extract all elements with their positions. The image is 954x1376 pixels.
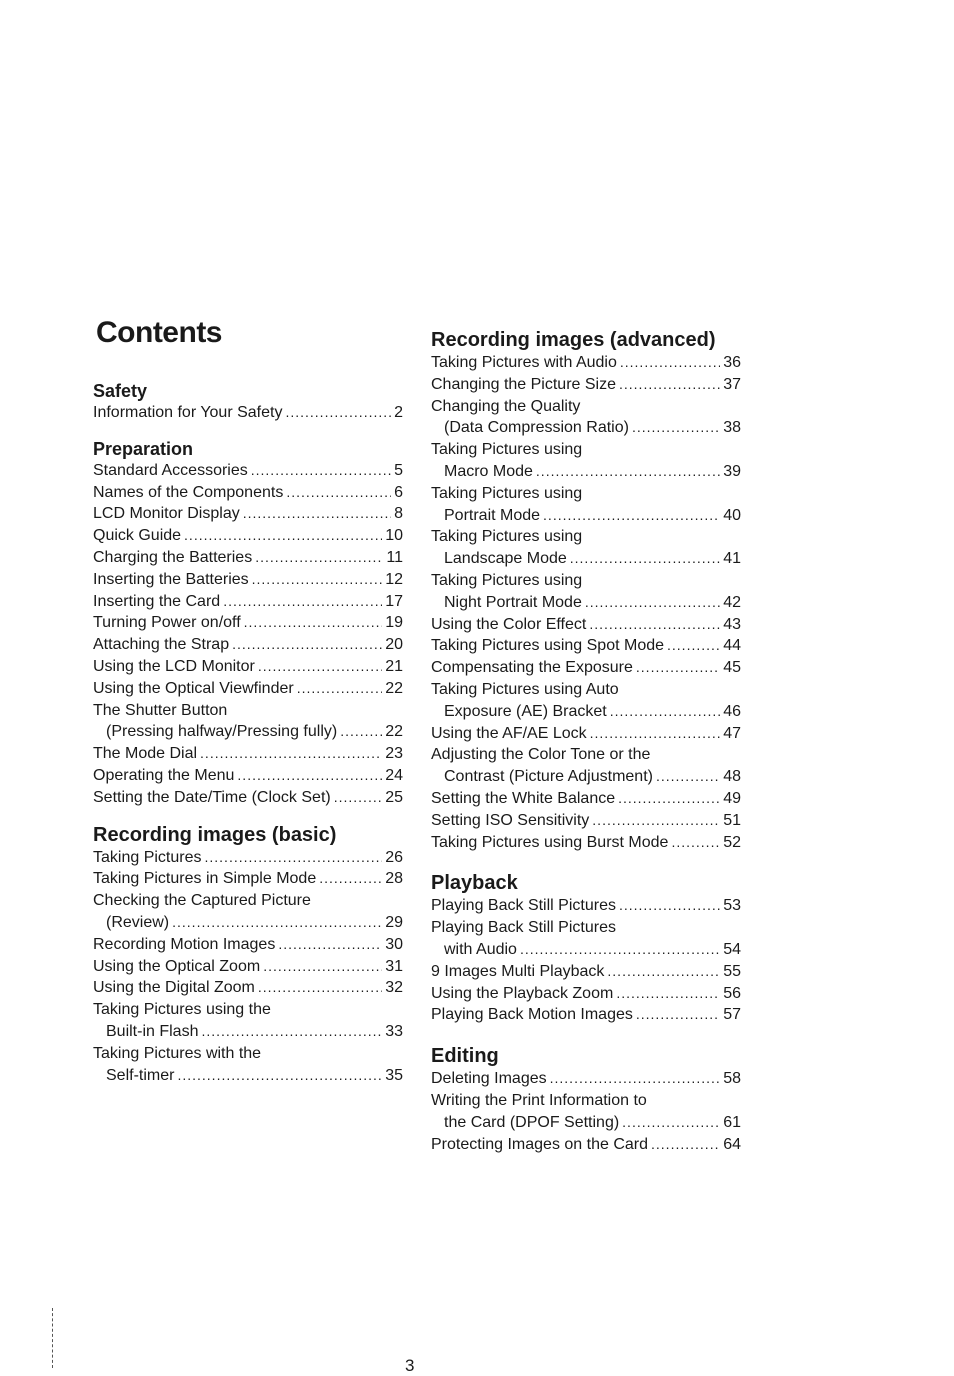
entry-page-number: 47 [723, 724, 741, 742]
section-heading: Playback [431, 872, 518, 895]
toc-entry[interactable] [431, 1134, 741, 1156]
entry-page-number: 23 [385, 745, 403, 763]
entry-line [431, 548, 741, 570]
entry-page-number: 46 [723, 702, 741, 720]
toc-list [431, 352, 741, 853]
entry-line [431, 701, 741, 723]
entry-title: Using the Playback Zoom [431, 984, 614, 1002]
entry-line [431, 1090, 741, 1112]
entry-title: Attaching the Strap [93, 636, 230, 654]
toc-entry[interactable] [93, 678, 403, 700]
section-heading: Safety [93, 381, 148, 401]
entry-page-number: 5 [394, 461, 403, 479]
entry-line [93, 1043, 403, 1065]
toc-list [93, 460, 403, 809]
entry-line [431, 1134, 741, 1156]
toc-entry[interactable] [431, 614, 741, 636]
toc-entry[interactable] [431, 1090, 741, 1134]
dot-leader [592, 810, 720, 832]
toc-section-recording-images-basic [93, 823, 403, 1087]
entry-title: Taking Pictures using Auto [431, 680, 619, 698]
page-title: Contents [96, 316, 222, 349]
entry-line [93, 634, 403, 656]
entry-line [93, 525, 403, 547]
entry-title: Setting ISO Sensitivity [431, 811, 590, 829]
dot-leader [251, 460, 391, 482]
dot-leader [667, 635, 720, 657]
entry-page-number: 41 [723, 550, 741, 568]
entry-page-number: 22 [385, 723, 403, 741]
entry-page-number: 12 [385, 570, 403, 588]
entry-title: Inserting the Card [93, 592, 221, 610]
page-number: 3 [405, 1356, 415, 1375]
entry-line [93, 1021, 403, 1043]
entry-title: Using the Digital Zoom [93, 979, 255, 997]
entry-line [431, 917, 741, 939]
entry-title: Changing the Picture Size [431, 375, 616, 393]
entry-title: Playing Back Motion Images [431, 1006, 633, 1024]
entry-line [431, 483, 741, 505]
dot-leader [278, 934, 382, 956]
toc-section-recording-images-advanced [431, 328, 741, 853]
section-heading: Recording images (advanced) [431, 329, 716, 351]
entry-line [431, 766, 741, 788]
dot-leader [620, 352, 720, 374]
entry-title: Protecting Images on the Card [431, 1135, 649, 1153]
toc-entry[interactable] [431, 352, 741, 374]
dot-leader [184, 525, 382, 547]
toc-entry[interactable] [93, 934, 403, 956]
dot-leader [619, 374, 720, 396]
entry-title: Taking Pictures using [431, 441, 583, 459]
entry-page-number: 22 [385, 679, 403, 697]
dot-leader [570, 548, 720, 570]
dot-leader [255, 547, 383, 569]
toc-entry[interactable] [431, 679, 741, 723]
dot-leader [223, 591, 382, 613]
entry-title: The Mode Dial [93, 745, 198, 763]
toc-entry[interactable] [93, 890, 403, 934]
entry-page-number: 35 [385, 1066, 403, 1084]
dot-leader [590, 723, 721, 745]
toc-entry[interactable] [93, 460, 403, 482]
entry-page-number: 19 [385, 614, 403, 632]
toc-entry[interactable] [431, 526, 741, 570]
dot-leader [177, 1065, 382, 1087]
entry-page-number: 36 [723, 354, 741, 371]
dot-leader [651, 1134, 720, 1156]
dot-leader [610, 701, 720, 723]
entry-title: Night Portrait Mode [444, 593, 582, 611]
entry-title: Checking the Captured Picture [93, 892, 311, 910]
entry-line [431, 592, 741, 614]
entry-title: Changing the Quality [431, 397, 581, 415]
entry-title: Names of the Components [93, 483, 284, 501]
entry-line [93, 847, 403, 869]
entry-page-number: 44 [723, 637, 741, 655]
dot-leader [616, 983, 720, 1005]
entry-line [93, 503, 403, 525]
toc-entry[interactable] [93, 569, 403, 591]
entry-page-number: 52 [723, 833, 741, 851]
entry-title: Taking Pictures [93, 848, 202, 866]
toc-entry[interactable] [93, 482, 403, 504]
entry-page-number: 54 [723, 940, 741, 958]
section-heading: Editing [431, 1045, 499, 1068]
dot-leader [205, 847, 383, 869]
entry-title: (Pressing halfway/Pressing fully) [106, 723, 338, 741]
dot-leader [319, 868, 382, 890]
entry-line [93, 678, 403, 700]
entry-page-number: 61 [723, 1113, 741, 1131]
toc-entry[interactable] [431, 832, 741, 854]
entry-page-number: 45 [723, 659, 741, 677]
entry-line [93, 912, 403, 934]
toc-entry[interactable] [431, 895, 741, 917]
entry-line [93, 977, 403, 999]
toc-entry[interactable] [93, 787, 403, 809]
entry-line [93, 765, 403, 787]
dot-leader [252, 569, 383, 591]
entry-line [431, 788, 741, 810]
entry-page-number: 10 [385, 527, 403, 545]
entry-title: Information for Your Safety [93, 404, 283, 421]
entry-line [431, 526, 741, 548]
toc-entry[interactable] [431, 1004, 741, 1026]
entry-title: Operating the Menu [93, 766, 235, 784]
entry-title: Using the AF/AE Lock [431, 724, 587, 742]
entry-page-number: 37 [723, 375, 741, 393]
toc-left-column [93, 380, 403, 1086]
entry-page-number: 25 [385, 788, 403, 806]
toc-entry[interactable] [431, 635, 741, 657]
entry-line [431, 439, 741, 461]
entry-title: Taking Pictures in Simple Mode [93, 870, 317, 888]
dot-leader [200, 743, 382, 765]
entry-line [93, 934, 403, 956]
entry-page-number: 30 [385, 935, 403, 953]
entry-title: Built-in Flash [106, 1022, 199, 1040]
entry-page-number: 21 [385, 657, 403, 675]
dot-leader [520, 939, 720, 961]
toc-list [93, 847, 403, 1087]
toc-section-editing [431, 1044, 741, 1155]
toc-entry[interactable] [93, 402, 403, 424]
toc-entry[interactable] [431, 396, 741, 440]
entry-page-number: 33 [385, 1022, 403, 1040]
toc-entry[interactable] [93, 956, 403, 978]
dot-leader [536, 461, 720, 483]
dot-leader [632, 417, 720, 439]
entry-title: Self-timer [106, 1066, 175, 1084]
entry-title: the Card (DPOF Setting) [444, 1113, 620, 1131]
dot-leader [636, 1004, 720, 1026]
entry-page-number: 39 [723, 462, 741, 480]
dot-leader [297, 678, 383, 700]
entry-title: (Review) [106, 913, 170, 931]
entry-line [431, 461, 741, 483]
toc-entry[interactable] [431, 723, 741, 745]
entry-page-number: 28 [385, 870, 403, 888]
entry-page-number: 17 [385, 592, 403, 610]
entry-line [431, 679, 741, 701]
entry-page-number: 49 [723, 789, 741, 807]
section-heading: Preparation [93, 438, 194, 459]
toc-entry[interactable] [93, 634, 403, 656]
entry-line [93, 956, 403, 978]
entry-title: Taking Pictures using Burst Mode [431, 833, 669, 851]
dot-leader [258, 977, 382, 999]
entry-line [93, 460, 403, 482]
toc-entry[interactable] [93, 999, 403, 1043]
entry-line [93, 402, 403, 424]
toc-entry[interactable] [93, 700, 403, 744]
entry-page-number: 55 [723, 962, 741, 980]
entry-title: Taking Pictures using [431, 528, 583, 546]
entry-page-number: 58 [723, 1070, 741, 1088]
entry-title: Standard Accessories [93, 461, 248, 479]
entry-line [431, 832, 741, 854]
entry-line [93, 721, 403, 743]
entry-title: Playing Back Still Pictures [431, 919, 616, 937]
entry-line [431, 1112, 741, 1134]
entry-page-number: 29 [385, 913, 403, 931]
entry-line [431, 961, 741, 983]
entry-line [93, 547, 403, 569]
entry-title: Deleting Images [431, 1070, 547, 1088]
toc-entry[interactable] [93, 591, 403, 613]
entry-line [431, 505, 741, 527]
entry-line [431, 570, 741, 592]
entry-line [93, 700, 403, 722]
entry-title: Charging the Batteries [93, 548, 253, 566]
entry-page-number: 42 [723, 593, 741, 611]
dot-leader [619, 895, 720, 917]
entry-title: Adjusting the Color Tone or the [431, 746, 651, 764]
entry-line [431, 1068, 741, 1090]
dot-leader [201, 1021, 382, 1043]
entry-title: with Audio [444, 940, 517, 958]
entry-title: Taking Pictures with Audio [431, 354, 617, 371]
toc-section-playback [431, 871, 741, 1026]
entry-line [431, 1004, 741, 1026]
entry-title: Setting the White Balance [431, 789, 616, 807]
entry-title: Inserting the Batteries [93, 570, 249, 588]
toc-entry[interactable] [93, 765, 403, 787]
entry-line [431, 983, 741, 1005]
entry-line [93, 656, 403, 678]
entry-title: Playing Back Still Pictures [431, 897, 616, 915]
entry-line [431, 939, 741, 961]
toc-entry[interactable] [93, 977, 403, 999]
entry-line [431, 744, 741, 766]
toc-entry[interactable] [431, 483, 741, 527]
toc-section-safety [93, 380, 403, 424]
entry-title: Taking Pictures using Spot Mode [431, 637, 665, 655]
entry-title: Macro Mode [444, 462, 533, 480]
entry-page-number: 56 [723, 984, 741, 1002]
entry-title: Writing the Print Information to [431, 1091, 647, 1109]
entry-page-number: 20 [385, 636, 403, 654]
dot-leader [334, 787, 382, 809]
entry-title: Compensating the Exposure [431, 659, 633, 677]
dot-leader [607, 961, 720, 983]
entry-title: The Shutter Button [93, 701, 228, 719]
entry-page-number: 2 [394, 404, 403, 421]
toc-entry[interactable] [93, 1043, 403, 1087]
toc-entry[interactable] [431, 657, 741, 679]
toc-entry[interactable] [431, 744, 741, 788]
toc-entry[interactable] [431, 439, 741, 483]
toc-entry[interactable] [93, 847, 403, 869]
entry-line [93, 743, 403, 765]
dot-leader [656, 766, 720, 788]
entry-page-number: 26 [385, 848, 403, 866]
entry-page-number: 31 [385, 957, 403, 975]
toc-entry[interactable] [93, 743, 403, 765]
toc-list [93, 402, 403, 424]
dot-leader [172, 912, 382, 934]
entry-page-number: 38 [723, 419, 741, 437]
entry-line [93, 482, 403, 504]
toc-entry[interactable] [93, 547, 403, 569]
toc-entry[interactable] [93, 503, 403, 525]
dot-leader [244, 612, 383, 634]
entry-line [431, 895, 741, 917]
entry-title: Taking Pictures with the [93, 1044, 262, 1062]
dot-leader [618, 788, 720, 810]
toc-list [431, 1068, 741, 1155]
dot-leader [285, 402, 391, 424]
entry-line [93, 787, 403, 809]
toc-entry[interactable] [431, 961, 741, 983]
dot-leader [636, 657, 720, 679]
entry-line [431, 417, 741, 439]
entry-page-number: 53 [723, 897, 741, 915]
dot-leader [237, 765, 382, 787]
entry-line [431, 396, 741, 418]
entry-page-number: 8 [394, 505, 403, 523]
toc-entry[interactable] [431, 917, 741, 961]
toc-entry[interactable] [93, 612, 403, 634]
entry-page-number: 6 [394, 483, 403, 501]
dot-leader [622, 1112, 720, 1134]
entry-line [93, 612, 403, 634]
entry-title: Using the Color Effect [431, 615, 587, 633]
toc-entry[interactable] [431, 570, 741, 614]
entry-line [431, 374, 741, 396]
toc-list [431, 895, 741, 1026]
dot-leader [232, 634, 382, 656]
toc-entry[interactable] [93, 868, 403, 890]
entry-title: 9 Images Multi Playback [431, 962, 605, 980]
entry-line [93, 569, 403, 591]
dot-leader [263, 956, 382, 978]
dot-leader [543, 505, 720, 527]
entry-page-number: 51 [723, 811, 741, 829]
dot-leader [340, 721, 382, 743]
entry-title: Taking Pictures using the [93, 1001, 271, 1019]
entry-line [431, 723, 741, 745]
toc-entry[interactable] [93, 656, 403, 678]
entry-line [93, 868, 403, 890]
dot-leader [550, 1068, 721, 1090]
entry-title: Landscape Mode [444, 550, 567, 568]
toc-entry[interactable] [431, 788, 741, 810]
entry-title: Setting the Date/Time (Clock Set) [93, 788, 331, 806]
entry-title: LCD Monitor Display [93, 505, 240, 523]
dot-leader [589, 614, 720, 636]
entry-line [93, 890, 403, 912]
entry-title: Contrast (Picture Adjustment) [444, 768, 653, 786]
toc-entry[interactable] [431, 983, 741, 1005]
entry-page-number: 64 [723, 1135, 741, 1153]
toc-entry[interactable] [431, 1068, 741, 1090]
entry-line [93, 999, 403, 1021]
entry-page-number: 11 [386, 548, 403, 566]
entry-line [93, 591, 403, 613]
entry-title: Using the LCD Monitor [93, 657, 255, 675]
entry-title: Using the Optical Viewfinder [93, 679, 294, 697]
entry-line [93, 1065, 403, 1087]
dot-leader [243, 503, 391, 525]
toc-entry[interactable] [431, 374, 741, 396]
entry-title: Using the Optical Zoom [93, 957, 261, 975]
entry-page-number: 57 [723, 1006, 741, 1024]
entry-page-number: 40 [723, 506, 741, 524]
entry-page-number: 43 [723, 615, 741, 633]
toc-entry[interactable] [431, 810, 741, 832]
entry-page-number: 24 [385, 766, 403, 784]
section-heading: Recording images (basic) [93, 823, 337, 846]
entry-title: Taking Pictures using [431, 571, 583, 589]
entry-title: Quick Guide [93, 527, 182, 545]
dot-leader [585, 592, 720, 614]
entry-line [431, 352, 741, 374]
dot-leader [286, 482, 391, 504]
entry-line [431, 810, 741, 832]
entry-title: (Data Compression Ratio) [444, 419, 629, 437]
entry-line [431, 657, 741, 679]
entry-title: Taking Pictures using [431, 484, 583, 502]
entry-page-number: 48 [723, 768, 741, 786]
entry-title: Recording Motion Images [93, 935, 276, 953]
entry-page-number: 32 [385, 979, 403, 997]
entry-line [431, 614, 741, 636]
entry-title: Exposure (AE) Bracket [444, 702, 607, 720]
toc-entry[interactable] [93, 525, 403, 547]
dot-leader [258, 656, 382, 678]
entry-title: Portrait Mode [444, 506, 541, 524]
toc-right-column [431, 328, 741, 1155]
toc-section-preparation [93, 438, 403, 809]
dot-leader [671, 832, 720, 854]
entry-line [431, 635, 741, 657]
margin-mark [52, 1308, 54, 1368]
entry-title: Turning Power on/off [93, 614, 241, 632]
